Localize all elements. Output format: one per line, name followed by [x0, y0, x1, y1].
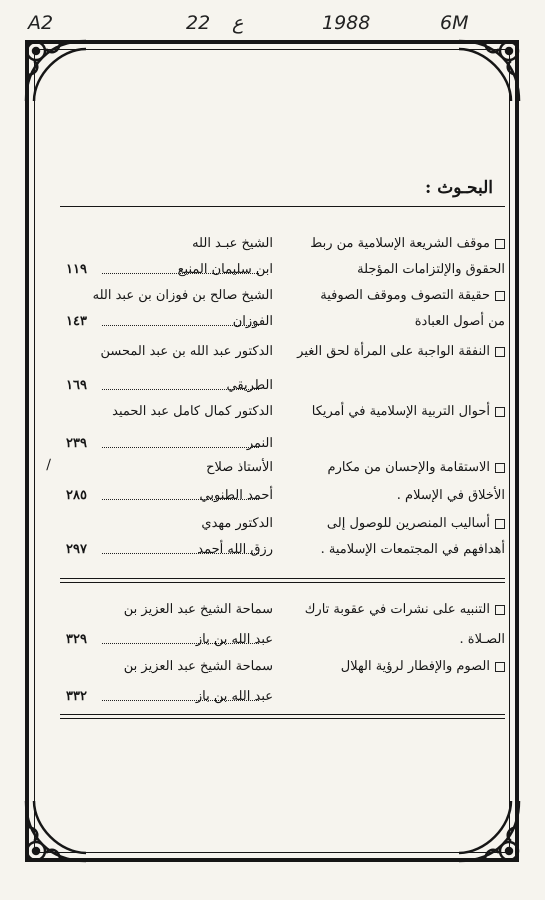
leader-dots	[102, 499, 259, 500]
entry-author: الدكتور عبد الله بن عبد المحسن	[100, 344, 273, 359]
entry-author-cont: الفوزان	[232, 314, 273, 329]
entry-title: الاستقامة والإحسان من مكارم	[327, 460, 490, 475]
leader-dots	[102, 273, 259, 274]
entry-author: الدكتور مهدي	[201, 516, 273, 531]
entry-title-cont: أهدافهم في المجتمعات الإسلامية .	[320, 542, 505, 557]
entry-title-cont: الحقوق والإلتزامات المؤجلة	[357, 262, 505, 277]
checkbox-icon	[495, 407, 505, 417]
handwritten-number: 22	[186, 12, 211, 34]
entry-author-cont: النمر	[246, 436, 273, 451]
entry-title-cont: الصـلاة .	[459, 632, 505, 647]
checkbox-icon	[495, 662, 505, 672]
entry-page: ٢٩٧	[66, 542, 87, 557]
ornament-bottom-right-icon	[453, 795, 525, 867]
ornament-bottom-left-icon	[20, 795, 92, 867]
entry-title: موقف الشريعة الإسلامية من ربط	[310, 236, 490, 251]
handwritten-letter: ع	[232, 12, 244, 34]
leader-dots	[102, 447, 259, 448]
entry-title: الصوم والإفطار لرؤية الهلال	[340, 659, 490, 674]
entry-page: ٢٨٥	[66, 488, 87, 503]
entry-page: ١١٩	[66, 262, 87, 277]
entry-author-cont: عبد الله بن باز	[195, 632, 273, 647]
pen-tick-mark: ∕	[46, 457, 51, 473]
entry-title-cont: الأخلاق في الإسلام .	[396, 488, 505, 503]
entry-author-cont: عبد الله بن باز	[195, 689, 273, 704]
entry-page: ٣٢٩	[66, 632, 87, 647]
entry-title: التنبيه على نشرات في عقوبة تارك	[304, 602, 490, 617]
entry-page: ١٤٣	[66, 314, 87, 329]
checkbox-icon	[495, 463, 505, 473]
entry-author-cont: أحمد الطنوبي	[199, 488, 273, 503]
leader-dots	[102, 700, 259, 701]
entry-author-cont: ابن سليمان المنيع	[177, 262, 273, 277]
entry-page: ١٦٩	[66, 378, 87, 393]
entry-page: ٣٣٢	[66, 689, 87, 704]
entry-title: أحوال التربية الإسلامية في أمريكا	[311, 404, 490, 419]
checkbox-icon	[495, 519, 505, 529]
entry-author-cont: الطريقي	[226, 378, 273, 393]
checkbox-icon	[495, 291, 505, 301]
entry-author: سماحة الشيخ عبد العزيز بن	[123, 659, 273, 674]
checkbox-icon	[495, 605, 505, 615]
handwritten-year: 1988	[322, 12, 371, 34]
entry-author-cont: رزق الله أحمد	[197, 542, 273, 557]
leader-dots	[102, 553, 259, 554]
checkbox-icon	[495, 347, 505, 357]
entry-title: أساليب المنصرين للوصول إلى	[326, 516, 490, 531]
leader-dots	[102, 389, 259, 390]
entry-title: النفقة الواجبة على المرأة لحق الغير	[297, 344, 490, 359]
handwritten-ref: A2	[28, 12, 54, 34]
entry-author: الأستاذ صلاح	[206, 460, 273, 475]
checkbox-icon	[495, 239, 505, 249]
section-divider	[60, 578, 505, 583]
entry-title: حقيقة التصوف وموقف الصوفية	[320, 288, 490, 303]
entry-title-cont: من أصول العبادة	[414, 314, 505, 329]
entry-page: ٢٣٩	[66, 436, 87, 451]
handwritten-code: 6M	[440, 12, 469, 34]
ornament-top-right-icon	[453, 35, 525, 107]
entry-author: الدكتور كمال كامل عبد الحميد	[112, 404, 273, 419]
entry-author: الشيخ عبـد الله	[192, 236, 273, 251]
section-heading: البحـوث :	[425, 178, 493, 198]
section-divider	[60, 714, 505, 719]
entry-author: الشيخ صالح بن فوزان بن عبد الله	[92, 288, 273, 303]
leader-dots	[102, 325, 259, 326]
heading-rule	[60, 206, 505, 207]
entry-author: سماحة الشيخ عبد العزيز بن	[123, 602, 273, 617]
leader-dots	[102, 643, 259, 644]
ornament-top-left-icon	[20, 35, 92, 107]
